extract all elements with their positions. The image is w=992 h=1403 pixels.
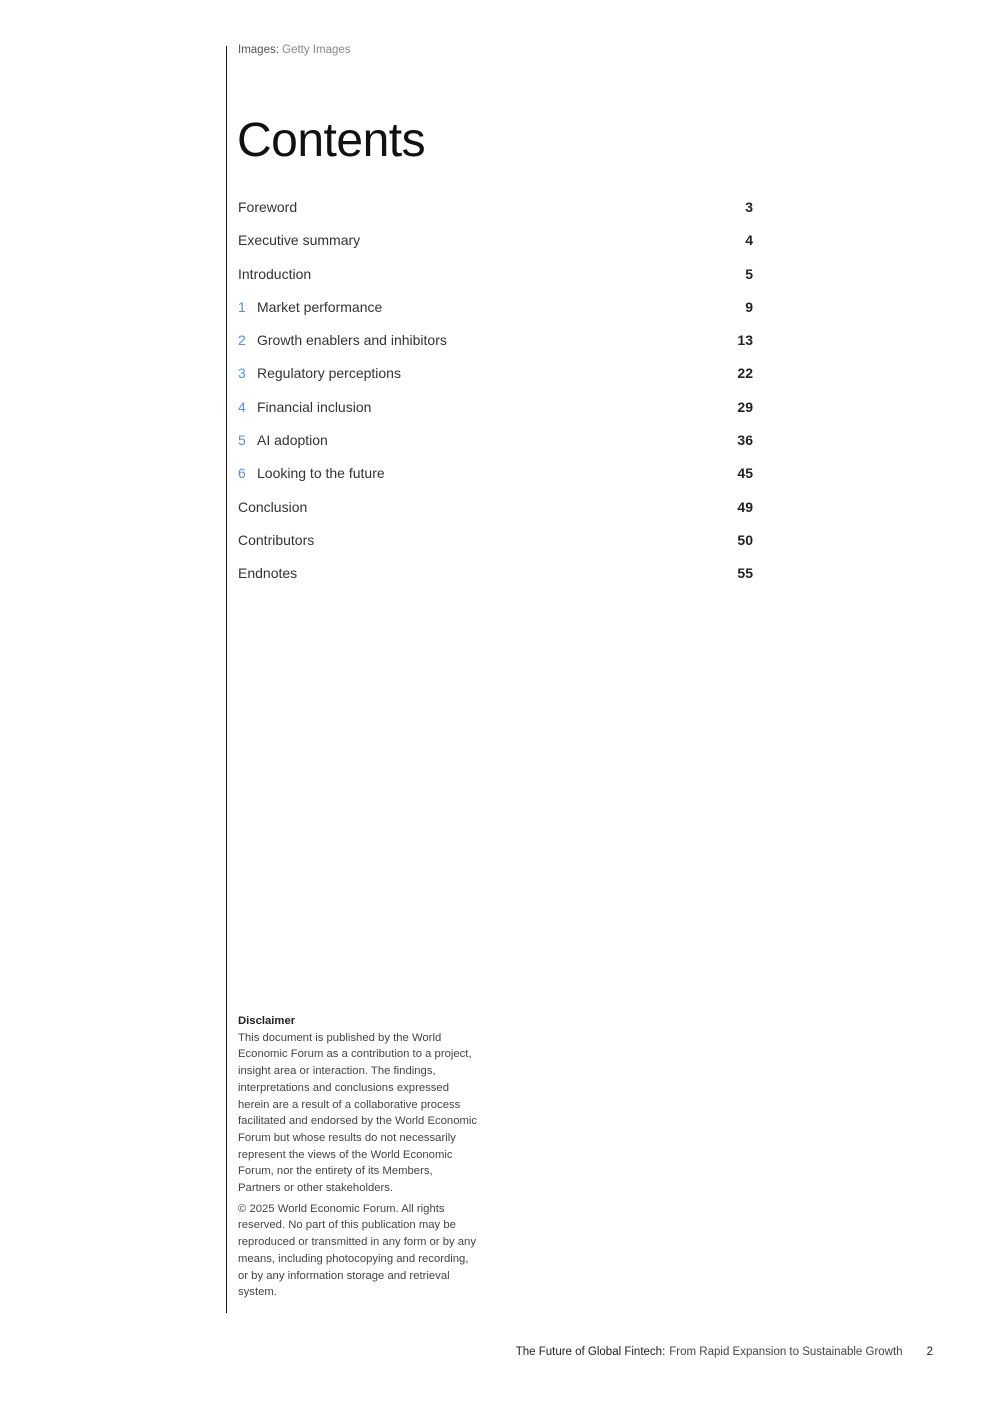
toc-item-label: Contributors	[238, 531, 315, 548]
toc-item-regulatory-perceptions[interactable]	[238, 365, 753, 398]
toc-item-label: Conclusion	[238, 498, 308, 515]
toc-item-page: 36	[737, 432, 753, 449]
disclaimer-body: This document is published by the World Economic Forum as a contribution to a project, insight area or interaction. The findings, interpretations and conclusions expressed herein are a result of a collaborative process facilitated and endorsed by the World Economic Forum but whose results do not necessarily represent the views of the World Economic Forum, nor the entirety of its Members, Partners or other stakeholders.	[238, 1031, 478, 1195]
toc-item-executive-summary[interactable]	[238, 232, 753, 265]
toc-item-number: 2	[238, 332, 246, 349]
toc-item-endnotes[interactable]	[238, 565, 753, 598]
disclaimer	[238, 1013, 478, 1301]
footer-report-title: The Future of Global Fintech:	[515, 1346, 666, 1358]
toc-item-page: 45	[737, 465, 753, 482]
toc-item-conclusion[interactable]	[238, 499, 753, 532]
toc-item-number: 1	[238, 298, 246, 315]
toc-item-page: 49	[737, 498, 753, 515]
toc-item-page: 5	[745, 265, 753, 282]
image-credit	[238, 44, 351, 56]
toc-item-introduction[interactable]	[238, 266, 753, 299]
vertical-rule	[226, 46, 227, 1313]
toc-item-ai-adoption[interactable]	[238, 432, 753, 465]
toc-item-page: 50	[737, 531, 753, 548]
toc-item-label: Growth enablers and inhibitors	[257, 332, 447, 349]
toc-item-number: 4	[238, 398, 246, 415]
toc-item-label: Endnotes	[238, 565, 298, 582]
toc-item-page: 55	[737, 565, 753, 582]
table-of-contents	[238, 199, 753, 599]
toc-item-label: Introduction	[238, 265, 312, 282]
page-title: Contents	[237, 114, 426, 167]
toc-item-growth-enablers[interactable]	[238, 332, 753, 365]
page-footer	[516, 1346, 933, 1358]
toc-item-label: Foreword	[238, 199, 298, 215]
toc-item-financial-inclusion[interactable]	[238, 399, 753, 432]
toc-item-number: 5	[238, 432, 246, 449]
toc-item-market-performance[interactable]	[238, 299, 753, 332]
toc-item-page: 9	[745, 298, 753, 315]
copyright-notice: © 2025 World Economic Forum. All rights reserved. No part of this publication may be reproduced or transmitted in any form or by any means, including photocopying and recording, or by any information storage and retrieval system.	[238, 1202, 476, 1299]
image-credit-source: Getty Images	[282, 44, 351, 56]
toc-item-label: AI adoption	[257, 432, 328, 449]
footer-page-number: 2	[926, 1346, 933, 1358]
toc-item-number: 6	[238, 465, 246, 482]
footer-report-subtitle: From Rapid Expansion to Sustainable Growth	[669, 1346, 903, 1358]
image-credit-label: Images:	[238, 44, 279, 56]
disclaimer-heading: Disclaimer	[238, 1015, 296, 1027]
toc-item-label: Regulatory perceptions	[257, 365, 401, 382]
toc-item-contributors[interactable]	[238, 532, 753, 565]
toc-item-page: 29	[737, 398, 753, 415]
toc-item-label: Financial inclusion	[257, 398, 372, 415]
toc-item-label: Executive summary	[238, 232, 361, 249]
toc-item-page: 22	[737, 365, 753, 382]
toc-item-foreword[interactable]	[238, 199, 753, 232]
toc-item-page: 13	[737, 332, 753, 349]
toc-item-label: Looking to the future	[257, 465, 385, 482]
toc-item-number: 3	[238, 365, 246, 382]
toc-item-label: Market performance	[257, 298, 383, 315]
toc-item-page: 3	[745, 199, 753, 215]
toc-item-page: 4	[745, 232, 753, 249]
toc-item-looking-to-the-future[interactable]	[238, 465, 753, 498]
